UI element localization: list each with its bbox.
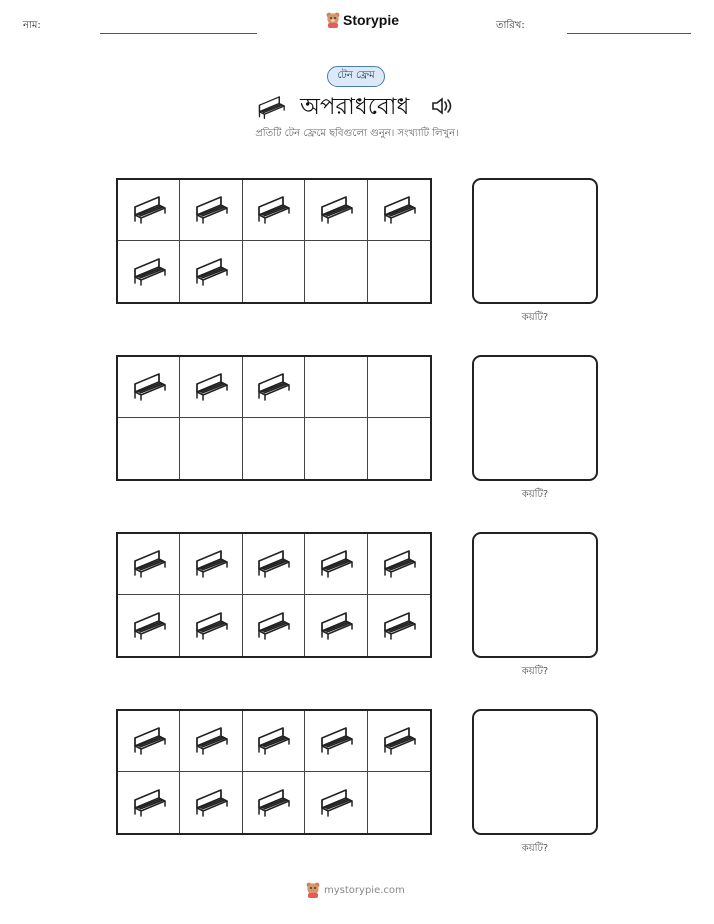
ten-frame-4 <box>116 709 432 835</box>
bed-icon <box>191 253 231 291</box>
frame-cell <box>243 711 305 772</box>
bed-icon <box>129 191 169 229</box>
bed-icon <box>129 253 169 291</box>
bed-icon <box>316 191 356 229</box>
worksheet-title: অপরাধবোধ <box>300 94 410 120</box>
answer-prompt-3: কয়টি? <box>521 666 549 677</box>
frame-cell <box>368 711 430 772</box>
bed-icon <box>379 722 419 760</box>
frame-cell <box>243 595 305 656</box>
bear-mascot-icon <box>306 882 320 898</box>
frame-cell <box>180 357 242 418</box>
answer-prompt-1: কয়টি? <box>521 312 549 323</box>
bed-icon <box>379 545 419 583</box>
frame-cell <box>305 418 367 479</box>
frame-cell <box>180 241 242 302</box>
frame-cell <box>243 534 305 595</box>
answer-prompt-4: কয়টি? <box>521 843 549 854</box>
frame-cell <box>180 418 242 479</box>
frame-cell <box>243 241 305 302</box>
answer-box-1[interactable] <box>472 178 598 304</box>
frame-cell <box>243 357 305 418</box>
brand-logo <box>326 12 399 28</box>
frame-cell <box>243 418 305 479</box>
ten-frame-3 <box>116 532 432 658</box>
bed-icon <box>316 784 356 822</box>
bed-icon <box>191 191 231 229</box>
bed-icon <box>316 607 356 645</box>
bed-icon <box>253 191 293 229</box>
bed-icon <box>191 368 231 406</box>
name-field[interactable] <box>100 33 257 34</box>
bed-icon <box>129 722 169 760</box>
bed-icon <box>253 722 293 760</box>
answer-prompt-2: কয়টি? <box>521 489 549 500</box>
frame-cell <box>180 711 242 772</box>
brand-name: Storypie <box>343 12 400 28</box>
answer-box-2[interactable] <box>472 355 598 481</box>
frame-cell <box>305 772 367 833</box>
frame-cell <box>180 180 242 241</box>
frame-cell <box>368 772 430 833</box>
bed-icon <box>129 784 169 822</box>
frame-cell <box>368 595 430 656</box>
frame-cell <box>305 595 367 656</box>
bed-icon <box>379 607 419 645</box>
frame-cell <box>368 418 430 479</box>
audio-speaker-icon[interactable] <box>430 96 456 116</box>
frame-cell <box>243 772 305 833</box>
frame-cell <box>118 595 180 656</box>
ten-frame-2 <box>116 355 432 481</box>
bed-icon <box>129 368 169 406</box>
frame-cell <box>368 534 430 595</box>
footer-url[interactable]: mystorypie.com <box>324 884 405 896</box>
answer-box-3[interactable] <box>472 532 598 658</box>
bed-icon <box>191 722 231 760</box>
bed-icon <box>316 545 356 583</box>
frame-cell <box>305 180 367 241</box>
frame-cell <box>243 180 305 241</box>
frame-cell <box>368 357 430 418</box>
bed-icon <box>191 607 231 645</box>
bed-icon <box>191 545 231 583</box>
answer-box-4[interactable] <box>472 709 598 835</box>
frame-cell <box>180 534 242 595</box>
bed-icon <box>379 191 419 229</box>
ten-frame-1 <box>116 178 432 304</box>
bed-icon <box>254 92 288 120</box>
bed-icon <box>316 722 356 760</box>
bed-icon <box>129 607 169 645</box>
frame-cell <box>305 711 367 772</box>
frame-cell <box>118 772 180 833</box>
frame-cell <box>118 534 180 595</box>
bed-icon <box>253 607 293 645</box>
instructions-text: প্রতিটি টেন ফ্রেমে ছবিগুলো গুনুন। সংখ্যাটি লিখুন। <box>255 128 459 139</box>
frame-cell <box>118 357 180 418</box>
bed-icon <box>253 368 293 406</box>
name-label: নাম: <box>23 20 41 31</box>
bear-mascot-icon <box>326 12 340 28</box>
date-field[interactable] <box>567 33 691 34</box>
date-label: তারিখ: <box>496 20 525 31</box>
frame-cell <box>118 418 180 479</box>
frame-cell <box>368 180 430 241</box>
frame-cell <box>368 241 430 302</box>
frame-cell <box>118 180 180 241</box>
bed-icon <box>253 545 293 583</box>
frame-cell <box>305 534 367 595</box>
frame-cell <box>180 595 242 656</box>
bed-icon <box>129 545 169 583</box>
frame-cell <box>305 357 367 418</box>
bed-icon <box>191 784 231 822</box>
footer <box>306 882 405 898</box>
frame-cell <box>180 772 242 833</box>
title-row <box>254 88 474 122</box>
frame-cell <box>305 241 367 302</box>
bed-icon <box>253 784 293 822</box>
worksheet-type-badge: টেন ফ্রেম <box>327 66 385 87</box>
frame-cell <box>118 711 180 772</box>
frame-cell <box>118 241 180 302</box>
